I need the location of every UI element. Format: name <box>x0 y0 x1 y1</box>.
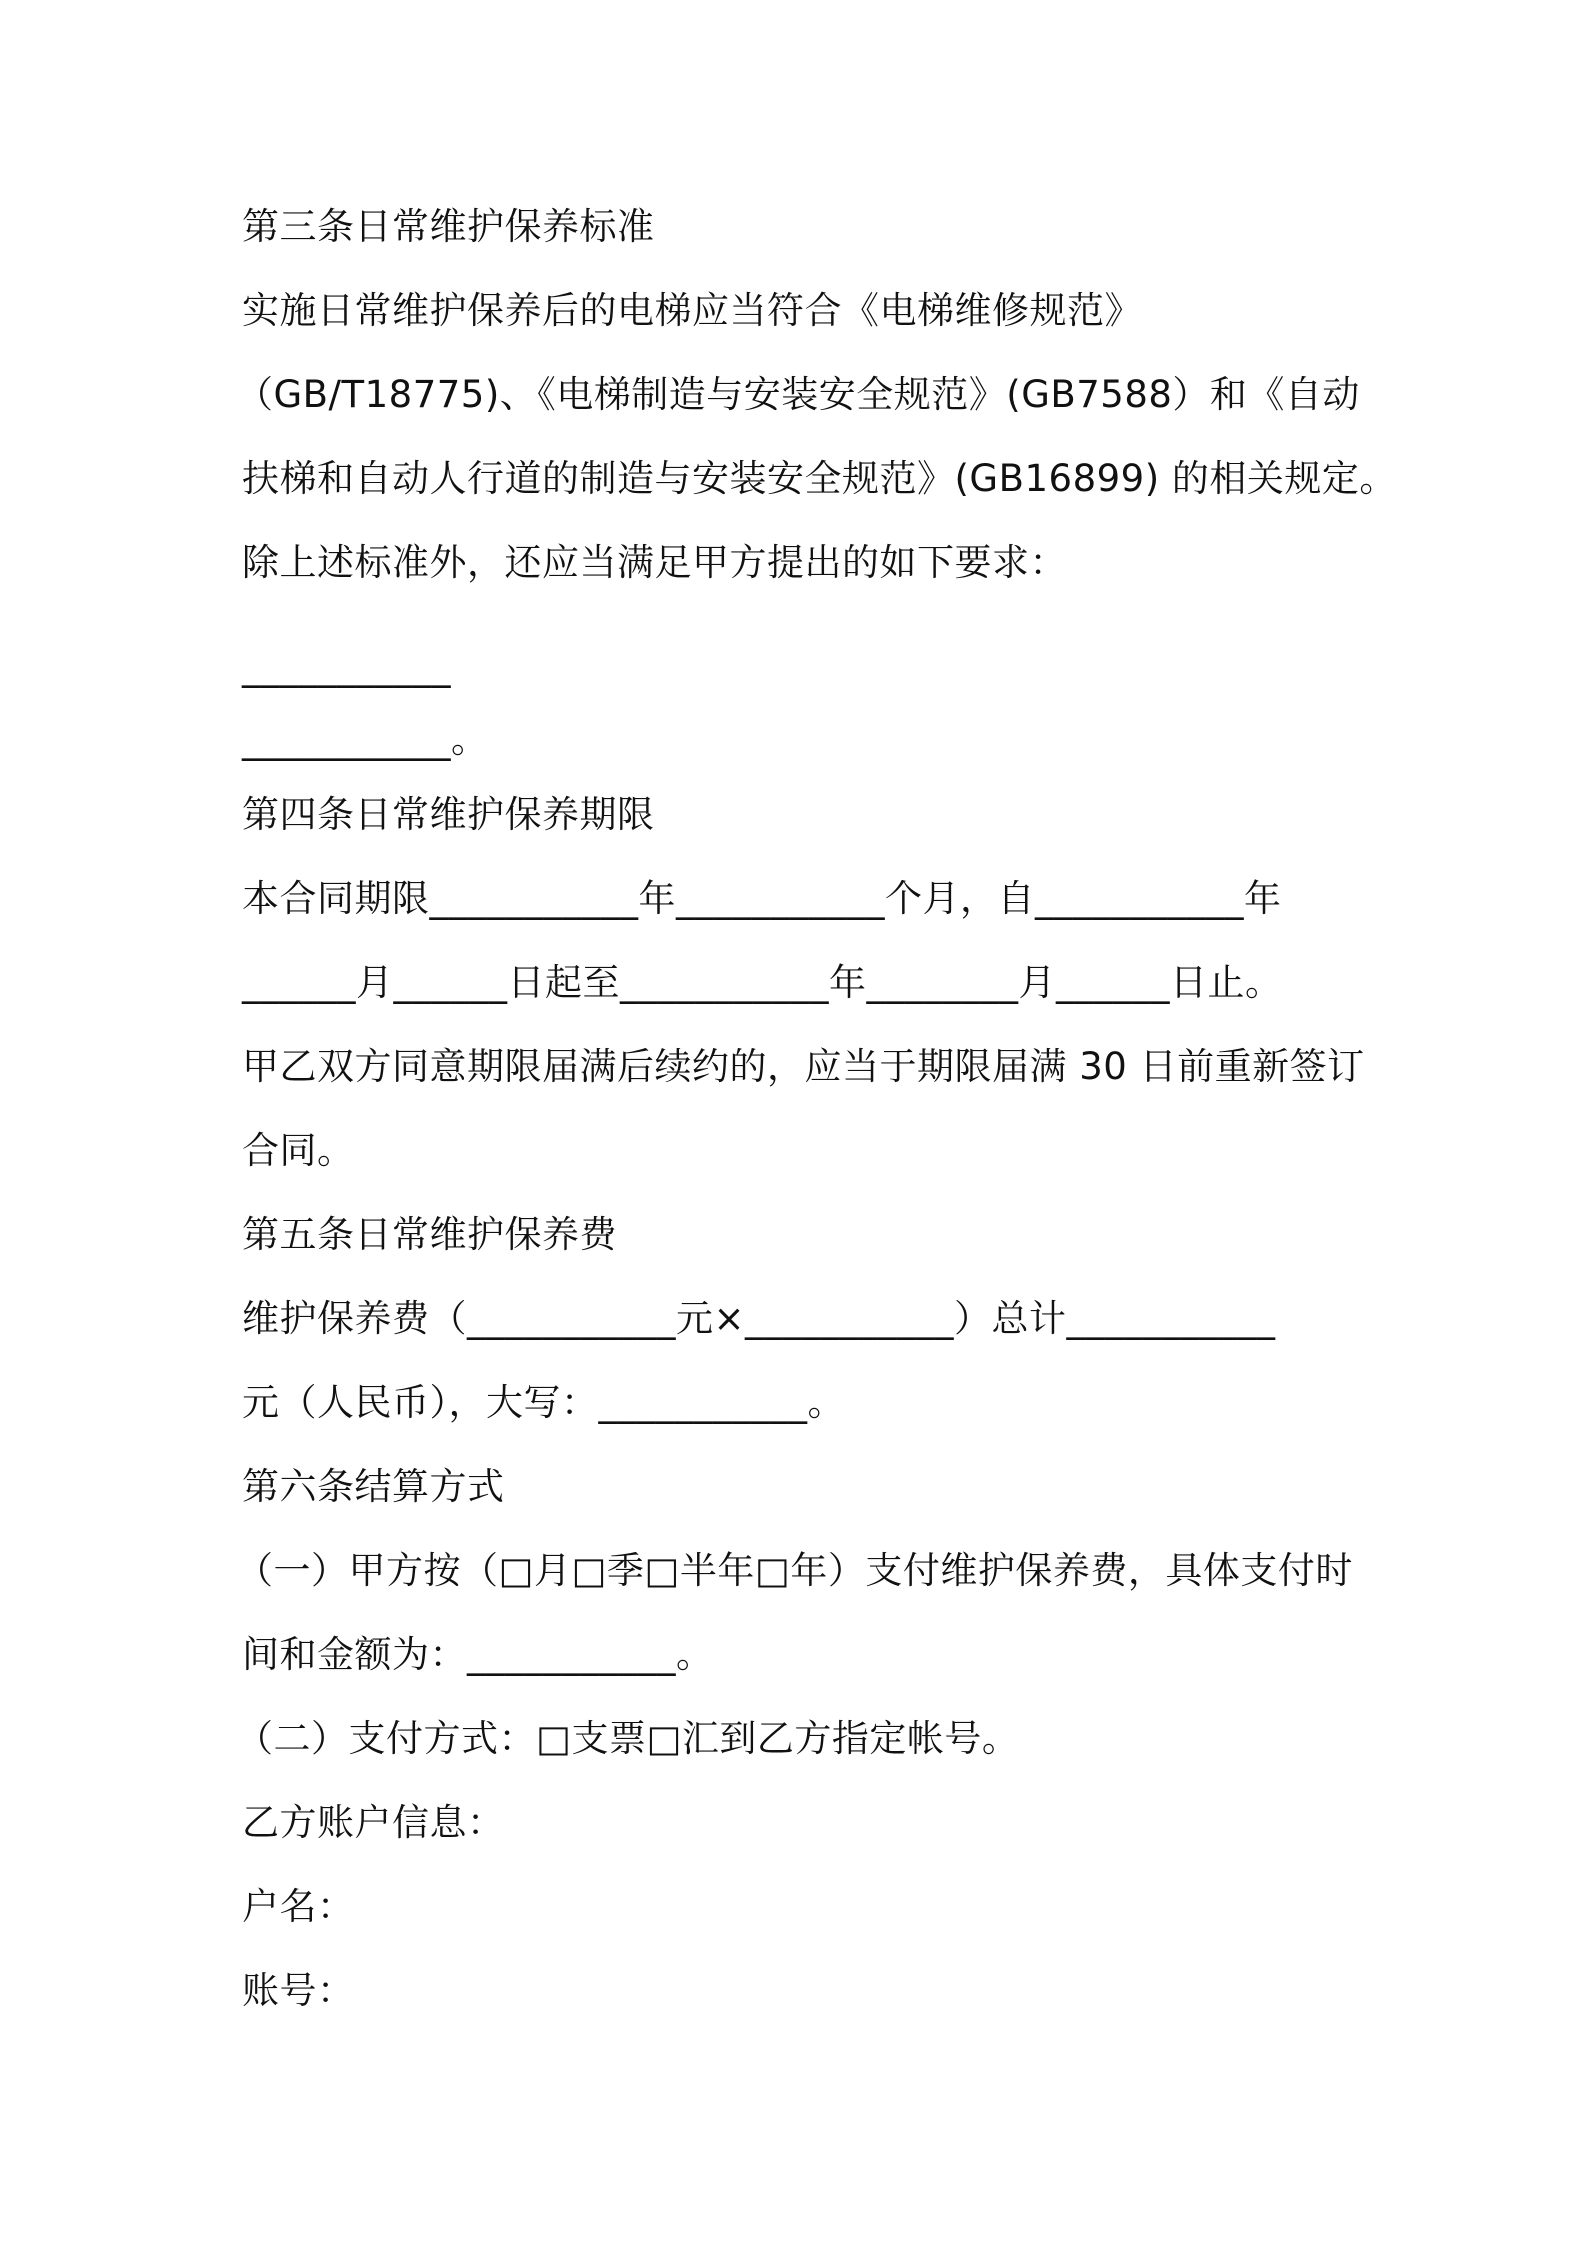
article-6-heading: 第六条结算方式 <box>242 1465 505 1508</box>
account-number-label: 账号： <box>242 1969 355 2012</box>
blank-field-line: ___________ <box>242 645 451 688</box>
paragraph-line: 合同。 <box>242 1129 355 1172</box>
paragraph-line: 维护保养费（___________元×___________）总计___________ <box>242 1297 1276 1340</box>
blank-field-line: ___________。 <box>242 718 489 761</box>
paragraph-line: 本合同期限___________年___________个月，自___________年 <box>242 877 1282 920</box>
paragraph-line: （GB/T18775)、《电梯制造与安装安全规范》(GB7588）和《自动 <box>236 373 1360 416</box>
paragraph-line: 元（人民币），大写：___________。 <box>242 1381 845 1424</box>
paragraph-line: 除上述标准外，还应当满足甲方提出的如下要求： <box>242 541 1067 584</box>
account-name-label: 户名： <box>242 1885 355 1928</box>
paragraph-line: 甲乙双方同意期限届满后续约的，应当于期限届满 30 日前重新签订 <box>242 1045 1365 1088</box>
paragraph-line: 乙方账户信息： <box>242 1801 505 1844</box>
paragraph-line: （二）支付方式：□支票□汇到乙方指定帐号。 <box>236 1717 1020 1760</box>
article-5-heading: 第五条日常维护保养费 <box>242 1213 617 1256</box>
paragraph-line: ______月______日起至___________年________月______日止。 <box>242 961 1283 1004</box>
paragraph-line: 扶梯和自动人行道的制造与安装安全规范》(GB16899) 的相关规定。 <box>242 457 1397 500</box>
article-4-heading: 第四条日常维护保养期限 <box>242 793 655 836</box>
paragraph-line: （一）甲方按（□月□季□半年□年）支付维护保养费，具体支付时 <box>236 1549 1353 1592</box>
article-3-heading: 第三条日常维护保养标准 <box>242 205 655 248</box>
paragraph-line: 间和金额为：___________。 <box>242 1633 714 1676</box>
paragraph-line: 实施日常维护保养后的电梯应当符合《电梯维修规范》 <box>242 289 1142 332</box>
